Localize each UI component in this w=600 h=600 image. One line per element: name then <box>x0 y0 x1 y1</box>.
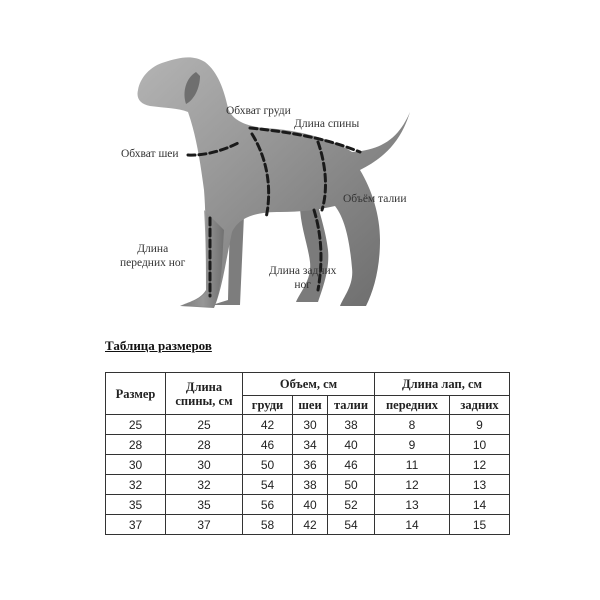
cell-neck: 30 <box>293 415 328 435</box>
cell-neck: 38 <box>293 475 328 495</box>
cell-waist: 52 <box>328 495 375 515</box>
table-row <box>106 475 510 495</box>
cell-waist: 46 <box>328 455 375 475</box>
header-volume-group: Объем, см <box>243 373 375 396</box>
cell-waist: 54 <box>328 515 375 535</box>
cell-front: 11 <box>375 455 450 475</box>
header-chest: груди <box>243 396 293 415</box>
cell-back-length: 35 <box>166 495 243 515</box>
cell-waist: 38 <box>328 415 375 435</box>
cell-back-length: 32 <box>166 475 243 495</box>
cell-front: 14 <box>375 515 450 535</box>
header-back-length: Длина спины, см <box>166 373 243 415</box>
cell-back-length: 30 <box>166 455 243 475</box>
cell-neck: 42 <box>293 515 328 535</box>
cell-size: 28 <box>106 435 166 455</box>
label-front-legs-line1: Длина <box>137 243 169 255</box>
cell-waist: 40 <box>328 435 375 455</box>
size-table <box>105 372 510 535</box>
cell-neck: 36 <box>293 455 328 475</box>
label-waist: Объём талии <box>343 193 407 205</box>
label-chest-girth: Обхват груди <box>226 105 291 117</box>
cell-back-length: 28 <box>166 435 243 455</box>
cell-neck: 34 <box>293 435 328 455</box>
cell-size: 37 <box>106 515 166 535</box>
cell-size: 32 <box>106 475 166 495</box>
table-row <box>106 455 510 475</box>
label-front-legs-line2: передних ног <box>120 257 186 269</box>
header-size: Размер <box>106 373 166 415</box>
cell-chest: 56 <box>243 495 293 515</box>
table-row <box>106 495 510 515</box>
cell-back-length: 37 <box>166 515 243 535</box>
header-hind: задних <box>450 396 510 415</box>
table-row <box>106 435 510 455</box>
cell-hind: 9 <box>450 415 510 435</box>
cell-chest: 58 <box>243 515 293 535</box>
cell-neck: 40 <box>293 495 328 515</box>
header-neck: шеи <box>293 396 328 415</box>
header-front: передних <box>375 396 450 415</box>
dog-near-front-leg <box>182 210 224 307</box>
cell-chest: 50 <box>243 455 293 475</box>
table-title: Таблица размеров <box>105 338 212 353</box>
cell-front: 9 <box>375 435 450 455</box>
cell-hind: 14 <box>450 495 510 515</box>
table-header-row <box>106 373 510 396</box>
label-front-legs <box>120 242 185 270</box>
header-waist: талии <box>328 396 375 415</box>
cell-hind: 12 <box>450 455 510 475</box>
cell-front: 8 <box>375 415 450 435</box>
table-row <box>106 415 510 435</box>
label-back-length: Длина спины <box>294 118 360 130</box>
cell-front: 13 <box>375 495 450 515</box>
header-legs-group: Длина лап, см <box>375 373 510 396</box>
cell-waist: 50 <box>328 475 375 495</box>
cell-back-length: 25 <box>166 415 243 435</box>
cell-size: 30 <box>106 455 166 475</box>
cell-hind: 15 <box>450 515 510 535</box>
table-row <box>106 515 510 535</box>
cell-chest: 46 <box>243 435 293 455</box>
label-hind-legs-line2: ног <box>294 279 312 291</box>
cell-hind: 10 <box>450 435 510 455</box>
cell-chest: 42 <box>243 415 293 435</box>
cell-chest: 54 <box>243 475 293 495</box>
cell-size: 35 <box>106 495 166 515</box>
label-hind-legs-line1: Длина задних <box>269 265 337 277</box>
label-hind-legs <box>269 264 336 292</box>
cell-front: 12 <box>375 475 450 495</box>
cell-hind: 13 <box>450 475 510 495</box>
cell-size: 25 <box>106 415 166 435</box>
label-neck-girth: Обхват шеи <box>121 148 179 160</box>
